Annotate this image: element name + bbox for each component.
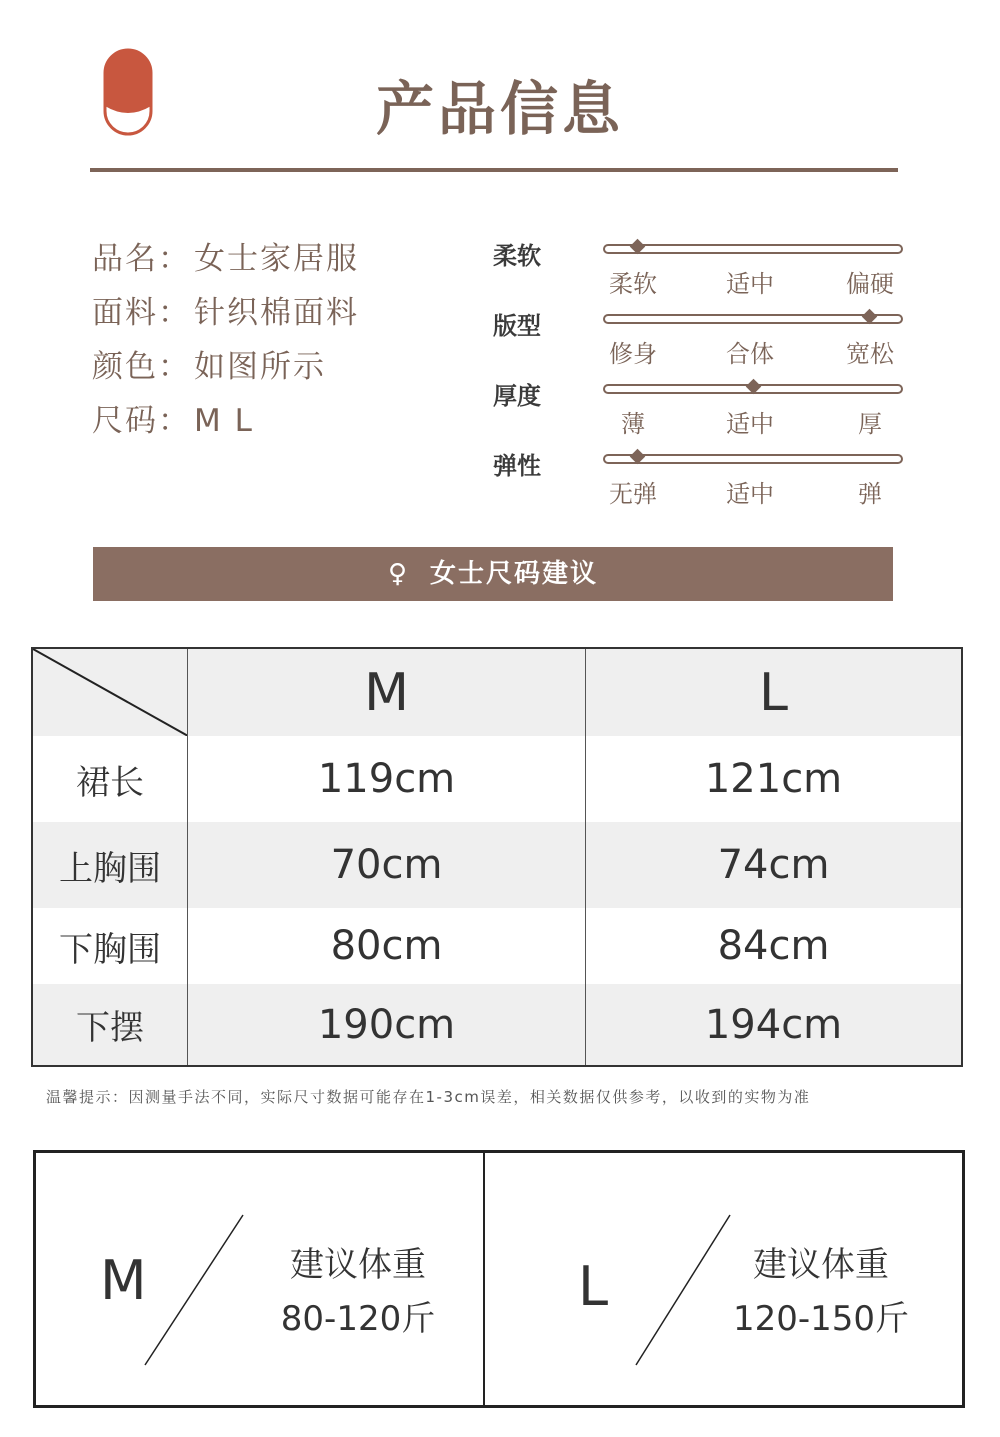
attribute-scale-label: 厚 <box>858 410 882 438</box>
product-info <box>92 232 359 448</box>
info-key: 品名： <box>92 241 191 277</box>
cell-l: 121cm <box>704 756 843 802</box>
info-key: 尺码： <box>92 403 191 439</box>
weight-advice-box <box>33 1150 965 1408</box>
attribute-track <box>603 314 903 324</box>
weight-range-m: 80-120斤 <box>280 1299 436 1339</box>
attribute-name: 弹性 <box>493 452 541 480</box>
table-header-row <box>33 649 961 736</box>
attribute-scale-label: 偏硬 <box>846 270 894 298</box>
banner-label: 女士尺码建议 <box>430 559 599 589</box>
attribute-scale-label: 宽松 <box>846 340 894 368</box>
weight-size-l: L <box>578 1255 609 1318</box>
slash-line-icon <box>141 1213 251 1369</box>
size-table <box>31 647 963 1067</box>
header-divider <box>90 168 898 172</box>
page-title: 产品信息 <box>375 75 624 143</box>
weight-label-l: 建议体重 <box>753 1245 889 1285</box>
attribute-name: 厚度 <box>493 382 541 410</box>
attribute-name: 柔软 <box>493 242 541 270</box>
row-label: 下胸围 <box>33 908 188 984</box>
weight-divider <box>483 1153 485 1405</box>
attribute-row <box>493 306 913 376</box>
table-row <box>33 984 961 1065</box>
info-row <box>92 394 359 448</box>
column-header-l: L <box>759 662 788 723</box>
attribute-scale-label: 修身 <box>609 340 657 368</box>
attribute-row <box>493 446 913 516</box>
size-advice-banner <box>93 547 893 601</box>
corner-cell <box>33 649 188 736</box>
row-label: 下摆 <box>33 984 188 1065</box>
female-icon: ♀ <box>387 559 409 589</box>
info-row <box>92 340 359 394</box>
info-row <box>92 232 359 286</box>
attribute-track <box>603 244 903 254</box>
row-label: 上胸围 <box>33 822 188 908</box>
cell-l: 74cm <box>717 842 830 888</box>
attribute-row <box>493 376 913 446</box>
info-key: 颜色： <box>92 349 191 385</box>
column-header-m: M <box>188 649 586 736</box>
attribute-scale-label: 薄 <box>621 410 645 438</box>
info-value: 女士家居服 <box>194 241 359 277</box>
attribute-scale-label: 适中 <box>726 480 774 508</box>
info-value: 如图所示 <box>194 349 326 385</box>
attribute-scale-label: 合体 <box>726 340 774 368</box>
info-value: M L <box>194 403 254 439</box>
cell-m: 190cm <box>188 984 586 1065</box>
cell-l: 84cm <box>717 923 830 969</box>
diagonal-line-icon <box>33 649 187 736</box>
table-row <box>33 736 961 822</box>
weight-size-m: M <box>100 1249 147 1312</box>
cell-l: 194cm <box>704 1001 843 1048</box>
info-key: 面料： <box>92 295 191 331</box>
attribute-row <box>493 236 913 306</box>
attribute-scale-label: 无弹 <box>609 480 657 508</box>
attribute-scale-label: 适中 <box>726 410 774 438</box>
cell-m: 80cm <box>188 908 586 984</box>
attribute-name: 版型 <box>493 312 541 340</box>
cell-m: 119cm <box>188 736 586 822</box>
table-row <box>33 822 961 908</box>
attribute-track <box>603 454 903 464</box>
attribute-scale-label: 适中 <box>726 270 774 298</box>
attribute-scale-label: 弹 <box>858 480 882 508</box>
info-row <box>92 286 359 340</box>
table-row <box>33 908 961 984</box>
measurement-note: 温馨提示：因测量手法不同，实际尺寸数据可能存在1-3cm误差，相关数据仅供参考，以收到的实物为准 <box>46 1088 811 1106</box>
row-label: 裙长 <box>33 736 188 822</box>
weight-range-l: 120-150斤 <box>732 1299 910 1339</box>
attribute-scale-label: 柔软 <box>609 270 657 298</box>
info-value: 针织棉面料 <box>194 295 359 331</box>
weight-label-m: 建议体重 <box>290 1245 426 1285</box>
cell-m: 70cm <box>188 822 586 908</box>
